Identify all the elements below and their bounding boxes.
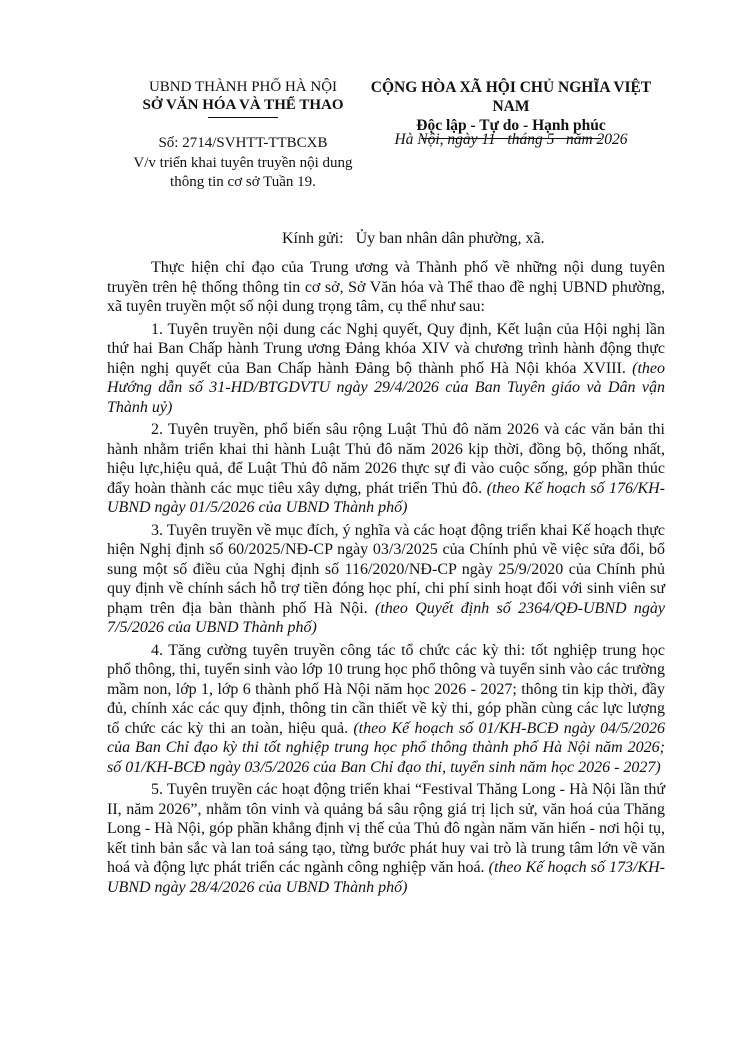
- document-body: [107, 258, 665, 900]
- item-paragraph-3: [107, 521, 665, 638]
- recipient-line: Kính gửi: Ủy ban nhân dân phường, xã.: [282, 230, 545, 247]
- item-source: (theo Kế hoạch số 173/KH-UBND ngày 28/4/2026 của UBND Thành phố): [107, 859, 665, 896]
- document-date: Hà Nội, ngày 11 tháng 5 năm 2026: [394, 131, 628, 148]
- subject-line-1: V/v triển khai tuyên truyền nội dung: [133, 155, 353, 171]
- item-source: (theo Hướng dẫn số 31-HD/BTGDVTU ngày 29/4/2026 của Ban Tuyên giáo và Dân vận Thành uỷ): [107, 359, 665, 416]
- item-paragraph-5: [107, 780, 665, 897]
- item-paragraph-4: [107, 641, 665, 778]
- subject-line-2: thông tin cơ sở Tuần 19.: [170, 174, 316, 190]
- item-paragraph-2: [107, 420, 665, 518]
- issuer-underline: [208, 117, 278, 118]
- item-source: (theo Quyết định số 2364/QĐ-UBND ngày 7/5/2026 của UBND Thành phố): [107, 599, 665, 636]
- intro-paragraph: Thực hiện chỉ đạo của Trung ương và Thành phố về những nội dung tuyên truyền trên hệ thống thông tin cơ sở, Sở Văn hóa và Thể thao đề nghị UBND phường, xã tuyên truyền một số nội dung trọng tâm, cụ thể như sau:: [107, 259, 665, 315]
- item-text: 4. Tăng cường tuyên truyền công tác tổ chức các kỳ thi: tốt nghiệp trung học phổ thông, thi, tuyển sinh vào lớp 10 trung học phổ thông và tuyển sinh vào các trường mầm non, lớp 1, lớp 6 thành phố Hà Nội năm học 2026 - 2027; thông tin kịp thời, đầy đủ, chính xác các quy định, thông tin cần thiết về kỳ thi, góp phần cùng các lực lượng tổ chức các kỳ thi an toàn, hiệu quả.: [107, 641, 665, 737]
- national-motto: Độc lập - Tự do - Hạnh phúc: [416, 117, 606, 134]
- item-text: 2. Tuyên truyền, phổ biến sâu rộng Luật Thủ đô năm 2026 và các văn bản thi hành nhằm triển khai thi hành Luật Thủ đô năm 2026 kịp thời, đồng bộ, thống nhất, hiệu lực,hiệu quả, để Luật Thủ đô năm 2026 thực sự đi vào cuộc sống, góp phần thúc đẩy hoàn thành các mục tiêu xây dựng, phát triển Thủ đô.: [107, 421, 665, 497]
- item-paragraph-1: [107, 320, 665, 418]
- issuer-block: [112, 78, 374, 192]
- document-number: Số: 2714/SVHTT-TTBCXB: [158, 135, 328, 151]
- item-source: (theo Kế hoạch số 176/KH-UBND ngày 01/5/2026 của UBND Thành phố): [107, 479, 666, 516]
- nation-title: CỘNG HÒA XÃ HỘI CHỦ NGHĨA VIỆT NAM: [370, 79, 652, 115]
- issuer-parent-org: UBND THÀNH PHỐ HÀ NỘI: [148, 79, 338, 95]
- item-text: 1. Tuyên truyền nội dung các Nghị quyết, Quy định, Kết luận của Hội nghị lần thứ hai Ban Chấp hành Trung ương Đảng khóa XIV và chương trình hành động thực hiện nghị quyết của Ban Chấp hành Đảng bộ thành phố Hà Nội khóa XVIII.: [107, 320, 665, 377]
- item-text: 5. Tuyên truyền các hoạt động triển khai “Festival Thăng Long - Hà Nội lần thứ II, năm 2026”, nhằm tôn vinh và quảng bá sâu rộng giá trị lịch sử, văn hoá của Thăng Long - Hà Nội, góp phần khẳng định vị thế của Thủ đô ngàn năm văn hiến - nơi hội tụ, kết tinh bản sắc và lan toả sáng tạo, từng bước phát huy vai trò là trung tâm lớn về văn hoá và động lực phát triển các ngành công nghiệp văn hoá.: [107, 781, 665, 876]
- item-source: (theo Kế hoạch số 01/KH-BCĐ ngày 04/5/2026 của Ban Chỉ đạo kỳ thi tốt nghiệp trung học phổ thông thành phố Hà Nội năm 2026; số 01/KH-BCĐ ngày 03/5/2026 của Ban Chỉ đạo thi, tuyển sinh năm học 2026 - 2027): [107, 719, 665, 776]
- issuer-org: SỞ VĂN HÓA VÀ THỂ THAO: [142, 97, 344, 113]
- item-text: 3. Tuyên truyền về mục đích, ý nghĩa và các hoạt động triển khai Kế hoạch thực hiện Nghị định số 60/2025/NĐ-CP ngày 03/3/2025 của Chính phủ về việc sửa đổi, bổ sung một số điều của Nghị định số 116/2020/NĐ-CP ngày 25/9/2020 của Chính phủ quy định về chính sách hỗ trợ tiền đóng học phí, chi phí sinh hoạt đối với sinh viên sư phạm trên địa bàn thành phố Hà Nội.: [107, 521, 665, 617]
